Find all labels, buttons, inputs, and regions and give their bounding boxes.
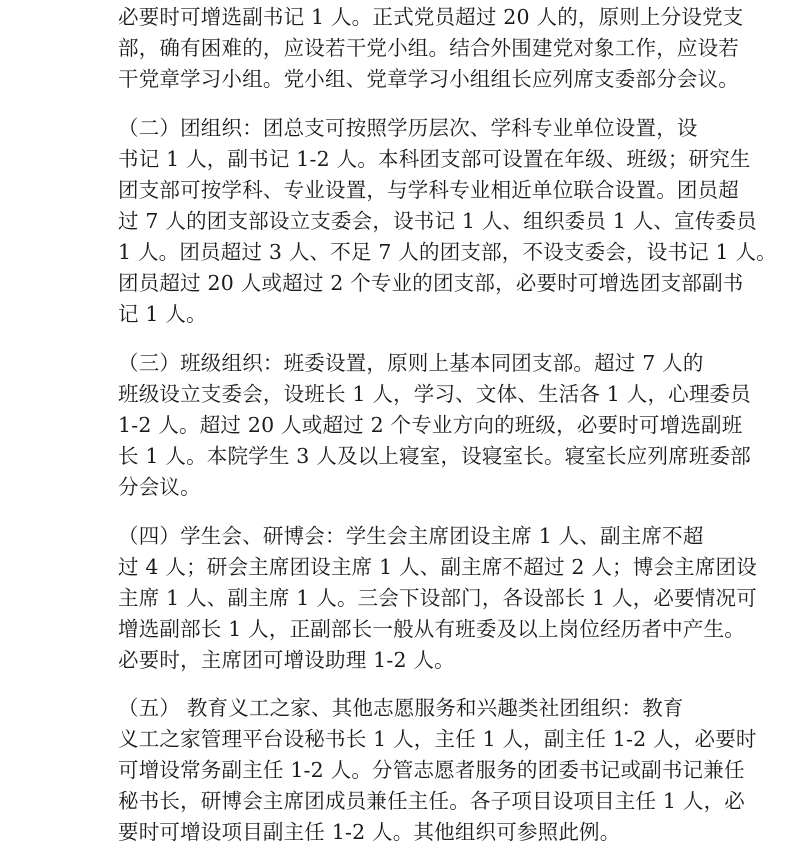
text-line: 增选副部长 1 人，正副部长一般从有班委及以上岗位经历者中产生。 (118, 617, 745, 641)
paragraph-volunteer-organization (118, 693, 757, 848)
text-line: 秘书长，研博会主席团成员兼任主任。各子项目设项目主任 1 人，必 (118, 789, 745, 813)
text-line: （五） 教育义工之家、其他志愿服务和兴趣类社团组织：教育 (118, 696, 684, 720)
text-line: 1 人。团员超过 3 人、不足 7 人的团支部，不设支委会，设书记 1 人。 (118, 240, 777, 264)
text-line: 必要时，主席团可增设助理 1-2 人。 (118, 648, 455, 672)
text-line: 可增设常务副主任 1-2 人。分管志愿者服务的团委书记或副书记兼任 (118, 758, 745, 782)
text-line: （二）团组织：团总支可按照学历层次、学科专业单位设置，设 (118, 116, 698, 140)
text-line: 长 1 人。本院学生 3 人及以上寝室，设寝室长。寝室长应列席班委部 (118, 444, 751, 468)
text-line: 干党章学习小组。党小组、党章学习小组组长应列席支委部分会议。 (118, 67, 739, 91)
text-line: 部，确有困难的，应设若干党小组。结合外围建党对象工作，应设若 (118, 36, 739, 60)
text-line: 必要时可增选副书记 1 人。正式党员超过 20 人的，原则上分设党支 (118, 5, 744, 29)
text-line: 分会议。 (118, 475, 201, 499)
text-line: 过 4 人；研会主席团设主席 1 人、副主席不超过 2 人；博会主席团设 (118, 555, 757, 579)
text-line: （四）学生会、研博会：学生会主席团设主席 1 人、副主席不超 (118, 524, 704, 548)
text-line: 记 1 人。 (118, 302, 207, 326)
text-line: 团支部可按学科、专业设置，与学科专业相近单位联合设置。团员超 (118, 178, 739, 202)
text-line: 主席 1 人、副主席 1 人。三会下设部门，各设部长 1 人，必要情况可 (118, 586, 757, 610)
text-line: 书记 1 人，副书记 1-2 人。本科团支部可设置在年级、班级；研究生 (118, 147, 751, 171)
paragraph-league-organization (118, 113, 777, 330)
text-line: 要时可增设项目副主任 1-2 人。其他组织可参照此例。 (118, 820, 621, 844)
text-line: 团员超过 20 人或超过 2 个专业的团支部，必要时可增选团支部副书 (118, 271, 744, 295)
paragraph-student-union (118, 521, 757, 676)
text-line: （三）班级组织：班委设置，原则上基本同团支部。超过 7 人的 (118, 351, 704, 375)
paragraph-party-organization (118, 2, 744, 95)
text-line: 1-2 人。超过 20 人或超过 2 个专业方向的班级，必要时可增选副班 (118, 413, 743, 437)
text-line: 过 7 人的团支部设立支委会，设书记 1 人、组织委员 1 人、宣传委员 (118, 209, 757, 233)
text-line: 班级设立支委会，设班长 1 人，学习、文体、生活各 1 人，心理委员 (118, 382, 751, 406)
text-line: 义工之家管理平台设秘书长 1 人，主任 1 人，副主任 1-2 人，必要时 (118, 727, 757, 751)
paragraph-class-organization (118, 348, 751, 503)
